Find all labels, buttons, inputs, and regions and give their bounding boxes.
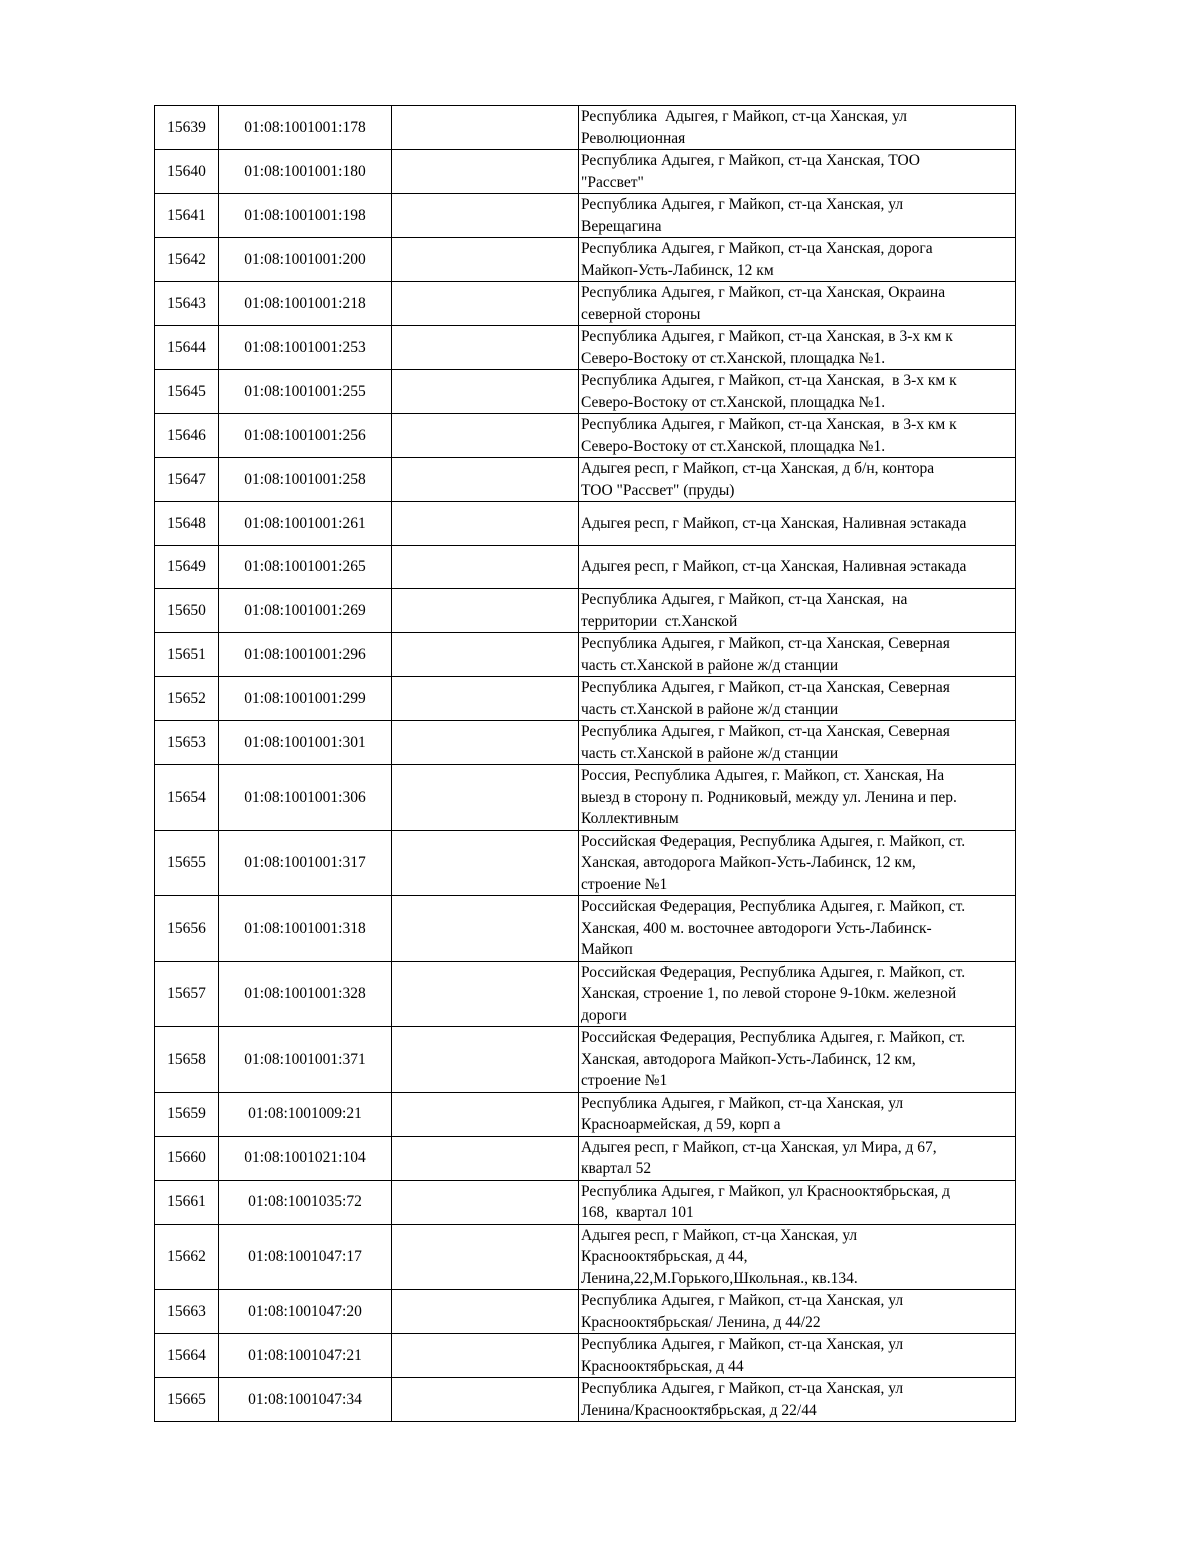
address-line: Республика Адыгея, г Майкоп, ст-ца Ханская, ул (581, 1380, 904, 1397)
cadastral-number-cell: 01:08:1001001:256 (219, 414, 392, 458)
cadastral-number-cell: 01:08:1001001:180 (219, 150, 392, 194)
address-line: Верещагина (581, 217, 662, 235)
address-line: северной стороны (581, 305, 701, 323)
table-row (155, 830, 1016, 896)
empty-cell (392, 765, 579, 831)
table-row (155, 633, 1016, 677)
address-cell (579, 633, 1016, 677)
records-table-body (155, 106, 1016, 1422)
address-cell (579, 830, 1016, 896)
address-cell (579, 896, 1016, 962)
table-row (155, 589, 1016, 633)
row-number-cell: 15640 (155, 150, 219, 194)
address-cell (579, 458, 1016, 502)
address-cell (579, 194, 1016, 238)
address-cell (579, 1224, 1016, 1290)
cadastral-number-cell: 01:08:1001001:269 (219, 589, 392, 633)
table-row (155, 326, 1016, 370)
address-line: Российская Федерация, Республика Адыгея, г. Майкоп, ст. (581, 1029, 966, 1046)
empty-cell (392, 633, 579, 677)
row-number-cell: 15660 (155, 1136, 219, 1180)
empty-cell (392, 282, 579, 326)
row-number-cell: 15644 (155, 326, 219, 370)
cadastral-number-cell: 01:08:1001001:317 (219, 830, 392, 896)
address-line: "Рассвет" (581, 173, 644, 191)
cadastral-number-cell: 01:08:1001001:265 (219, 545, 392, 589)
address-line: Ханская, автодорога Майкоп-Усть-Лабинск, 12 км, (581, 854, 916, 871)
address-line: Республика Адыгея, г Майкоп, ул Краснооктябрьская, д (581, 1182, 950, 1200)
table-row (155, 150, 1016, 194)
cadastral-number-cell: 01:08:1001001:178 (219, 106, 392, 150)
address-line: Адыгея респ, г Майкоп, ст-ца Ханская, ул Мира, д 67, (581, 1138, 937, 1156)
address-cell (579, 106, 1016, 150)
cadastral-number-cell: 01:08:1001021:104 (219, 1136, 392, 1180)
address-line: Республика Адыгея, г Майкоп, ст-ца Ханская, дорога (581, 240, 933, 257)
address-cell (579, 589, 1016, 633)
address-line: Северо-Востоку от ст.Ханской, площадка №1. (581, 437, 886, 455)
address-line: Республика Адыгея, г Майкоп, ст-ца Ханская, в 3-х км к (581, 372, 957, 389)
address-line: Республика Адыгея, г Майкоп, ст-ца Ханская, ул (581, 196, 904, 213)
address-cell (579, 677, 1016, 721)
empty-cell (392, 502, 579, 546)
table-row (155, 1290, 1016, 1334)
table-row (155, 194, 1016, 238)
row-number-cell: 15662 (155, 1224, 219, 1290)
cadastral-number-cell: 01:08:1001001:200 (219, 238, 392, 282)
row-number-cell: 15664 (155, 1334, 219, 1378)
address-line: Краснооктябрьская, д 44 (581, 1357, 744, 1375)
table-row (155, 765, 1016, 831)
cadastral-number-cell: 01:08:1001001:296 (219, 633, 392, 677)
cadastral-number-cell: 01:08:1001001:299 (219, 677, 392, 721)
table-row (155, 961, 1016, 1027)
row-number-cell: 15665 (155, 1378, 219, 1422)
empty-cell (392, 830, 579, 896)
address-cell (579, 961, 1016, 1027)
table-row (155, 677, 1016, 721)
address-line: Ханская, автодорога Майкоп-Усть-Лабинск, 12 км, (581, 1050, 916, 1068)
address-line: выезд в сторону п. Родниковый, между ул. Ленина и пер. (581, 788, 957, 806)
address-line: Майкоп-Усть-Лабинск, 12 км (581, 261, 774, 279)
row-number-cell: 15639 (155, 106, 219, 150)
table-row (155, 545, 1016, 589)
address-line: Ленина,22,М.Горького,Школьная., кв.134. (581, 1269, 858, 1287)
empty-cell (392, 1290, 579, 1334)
table-row (155, 414, 1016, 458)
table-row (155, 721, 1016, 765)
table-row (155, 1334, 1016, 1378)
row-number-cell: 15656 (155, 896, 219, 962)
table-row (155, 458, 1016, 502)
table-row (155, 1378, 1016, 1422)
address-line: часть ст.Ханской в районе ж/д станции (581, 744, 839, 762)
cadastral-number-cell: 01:08:1001047:34 (219, 1378, 392, 1422)
address-line: Российская Федерация, Республика Адыгея, г. Майкоп, ст. (581, 898, 966, 915)
row-number-cell: 15642 (155, 238, 219, 282)
empty-cell (392, 961, 579, 1027)
empty-cell (392, 677, 579, 721)
address-line: Республика Адыгея, г Майкоп, ст-ца Ханская, Северная (581, 635, 950, 652)
address-line: территории ст.Ханской (581, 612, 738, 630)
address-line: ТОО "Рассвет" (пруды) (581, 481, 735, 499)
cadastral-number-cell: 01:08:1001001:258 (219, 458, 392, 502)
address-line: квартал 52 (581, 1160, 652, 1177)
table-row (155, 1224, 1016, 1290)
address-line: Адыгея респ, г Майкоп, ст-ца Ханская, Наливная эстакада (581, 558, 967, 575)
row-number-cell: 15661 (155, 1180, 219, 1224)
address-cell (579, 765, 1016, 831)
address-line: дороги (581, 1006, 627, 1024)
cadastral-number-cell: 01:08:1001001:328 (219, 961, 392, 1027)
address-line: Республика Адыгея, г Майкоп, ст-ца Ханская, на (581, 591, 908, 608)
empty-cell (392, 1027, 579, 1093)
address-line: Ханская, строение 1, по левой стороне 9-10км. железной (581, 985, 957, 1002)
empty-cell (392, 414, 579, 458)
row-number-cell: 15652 (155, 677, 219, 721)
table-row (155, 370, 1016, 414)
records-table (154, 105, 1016, 1422)
cadastral-number-cell: 01:08:1001047:21 (219, 1334, 392, 1378)
address-cell (579, 238, 1016, 282)
empty-cell (392, 721, 579, 765)
cadastral-number-cell: 01:08:1001001:261 (219, 502, 392, 546)
empty-cell (392, 1092, 579, 1136)
row-number-cell: 15659 (155, 1092, 219, 1136)
row-number-cell: 15648 (155, 502, 219, 546)
row-number-cell: 15657 (155, 961, 219, 1027)
address-line: Российская Федерация, Республика Адыгея, г. Майкоп, ст. (581, 963, 966, 981)
address-line: Ленина/Краснооктябрьская, д 22/44 (581, 1401, 817, 1419)
address-line: Республика Адыгея, г Майкоп, ст-ца Ханская, ул (581, 1292, 904, 1309)
address-line: Республика Адыгея, г Майкоп, ст-ца Ханская, Северная (581, 679, 950, 696)
row-number-cell: 15654 (155, 765, 219, 831)
address-line: Республика Адыгея, г Майкоп, ст-ца Ханская, Северная (581, 723, 950, 740)
address-cell (579, 1378, 1016, 1422)
empty-cell (392, 370, 579, 414)
address-line: Адыгея респ, г Майкоп, ст-ца Ханская, Наливная эстакада (581, 514, 967, 532)
empty-cell (392, 106, 579, 150)
cadastral-number-cell: 01:08:1001001:255 (219, 370, 392, 414)
empty-cell (392, 326, 579, 370)
cadastral-number-cell: 01:08:1001001:301 (219, 721, 392, 765)
address-cell (579, 1180, 1016, 1224)
cadastral-number-cell: 01:08:1001047:20 (219, 1290, 392, 1334)
address-cell (579, 326, 1016, 370)
address-cell (579, 150, 1016, 194)
empty-cell (392, 589, 579, 633)
empty-cell (392, 896, 579, 962)
address-cell (579, 414, 1016, 458)
table-row (155, 238, 1016, 282)
empty-cell (392, 238, 579, 282)
address-cell (579, 370, 1016, 414)
address-line: Красноармейская, д 59, корп а (581, 1116, 781, 1133)
address-cell (579, 1092, 1016, 1136)
table-row (155, 1092, 1016, 1136)
address-line: часть ст.Ханской в районе ж/д станции (581, 656, 839, 674)
row-number-cell: 15643 (155, 282, 219, 326)
address-line: Революционная (581, 129, 686, 147)
address-line: Республика Адыгея, г Майкоп, ст-ца Ханская, ул (581, 108, 907, 125)
table-row (155, 1136, 1016, 1180)
address-line: Ханская, 400 м. восточнее автодороги Усть-Лабинск- (581, 919, 932, 937)
address-line: Республика Адыгея, г Майкоп, ст-ца Ханская, Окраина (581, 284, 946, 301)
cadastral-number-cell: 01:08:1001001:371 (219, 1027, 392, 1093)
table-row (155, 1180, 1016, 1224)
table-row (155, 106, 1016, 150)
address-line: Краснооктябрьская, д 44, (581, 1248, 748, 1265)
address-line: 168, квартал 101 (581, 1204, 694, 1221)
address-line: Адыгея респ, г Майкоп, ст-ца Ханская, д б/н, контора (581, 460, 935, 477)
empty-cell (392, 458, 579, 502)
address-line: Российская Федерация, Республика Адыгея, г. Майкоп, ст. (581, 832, 966, 850)
row-number-cell: 15646 (155, 414, 219, 458)
cadastral-number-cell: 01:08:1001047:17 (219, 1224, 392, 1290)
cadastral-number-cell: 01:08:1001035:72 (219, 1180, 392, 1224)
address-cell (579, 721, 1016, 765)
cadastral-number-cell: 01:08:1001001:218 (219, 282, 392, 326)
table-row (155, 502, 1016, 546)
address-line: Республика Адыгея, г Майкоп, ст-ца Ханская, ул (581, 1094, 904, 1112)
address-line: Россия, Республика Адыгея, г. Майкоп, ст. Ханская, На (581, 767, 945, 784)
address-line: Республика Адыгея, г Майкоп, ст-ца Ханская, ТОО (581, 152, 920, 169)
address-line: Республика Адыгея, г Майкоп, ст-ца Ханская, ул (581, 1336, 904, 1353)
address-cell (579, 282, 1016, 326)
empty-cell (392, 1334, 579, 1378)
row-number-cell: 15641 (155, 194, 219, 238)
address-cell (579, 1136, 1016, 1180)
empty-cell (392, 1224, 579, 1290)
row-number-cell: 15647 (155, 458, 219, 502)
address-line: Коллективным (581, 810, 679, 827)
empty-cell (392, 1180, 579, 1224)
row-number-cell: 15653 (155, 721, 219, 765)
row-number-cell: 15645 (155, 370, 219, 414)
address-line: Республика Адыгея, г Майкоп, ст-ца Ханская, в 3-х км к (581, 328, 953, 345)
address-cell (579, 502, 1016, 546)
address-line: Северо-Востоку от ст.Ханской, площадка №1. (581, 349, 886, 367)
cadastral-number-cell: 01:08:1001001:253 (219, 326, 392, 370)
empty-cell (392, 1378, 579, 1422)
row-number-cell: 15650 (155, 589, 219, 633)
row-number-cell: 15655 (155, 830, 219, 896)
empty-cell (392, 1136, 579, 1180)
address-line: Майкоп (581, 941, 633, 958)
cadastral-number-cell: 01:08:1001001:198 (219, 194, 392, 238)
row-number-cell: 15649 (155, 545, 219, 589)
cadastral-number-cell: 01:08:1001009:21 (219, 1092, 392, 1136)
address-cell (579, 1290, 1016, 1334)
table-row (155, 282, 1016, 326)
empty-cell (392, 150, 579, 194)
row-number-cell: 15663 (155, 1290, 219, 1334)
table-row (155, 1027, 1016, 1093)
address-line: строение №1 (581, 1072, 668, 1089)
address-cell (579, 545, 1016, 589)
empty-cell (392, 194, 579, 238)
address-line: часть ст.Ханской в районе ж/д станции (581, 700, 839, 718)
table-row (155, 896, 1016, 962)
row-number-cell: 15658 (155, 1027, 219, 1093)
cadastral-number-cell: 01:08:1001001:318 (219, 896, 392, 962)
row-number-cell: 15651 (155, 633, 219, 677)
cadastral-number-cell: 01:08:1001001:306 (219, 765, 392, 831)
address-line: Республика Адыгея, г Майкоп, ст-ца Ханская, в 3-х км к (581, 416, 957, 433)
address-line: Краснооктябрьская/ Ленина, д 44/22 (581, 1313, 821, 1331)
empty-cell (392, 545, 579, 589)
address-line: Адыгея респ, г Майкоп, ст-ца Ханская, ул (581, 1226, 858, 1244)
address-cell (579, 1027, 1016, 1093)
address-line: Северо-Востоку от ст.Ханской, площадка №1. (581, 393, 886, 411)
address-line: строение №1 (581, 875, 668, 893)
address-cell (579, 1334, 1016, 1378)
